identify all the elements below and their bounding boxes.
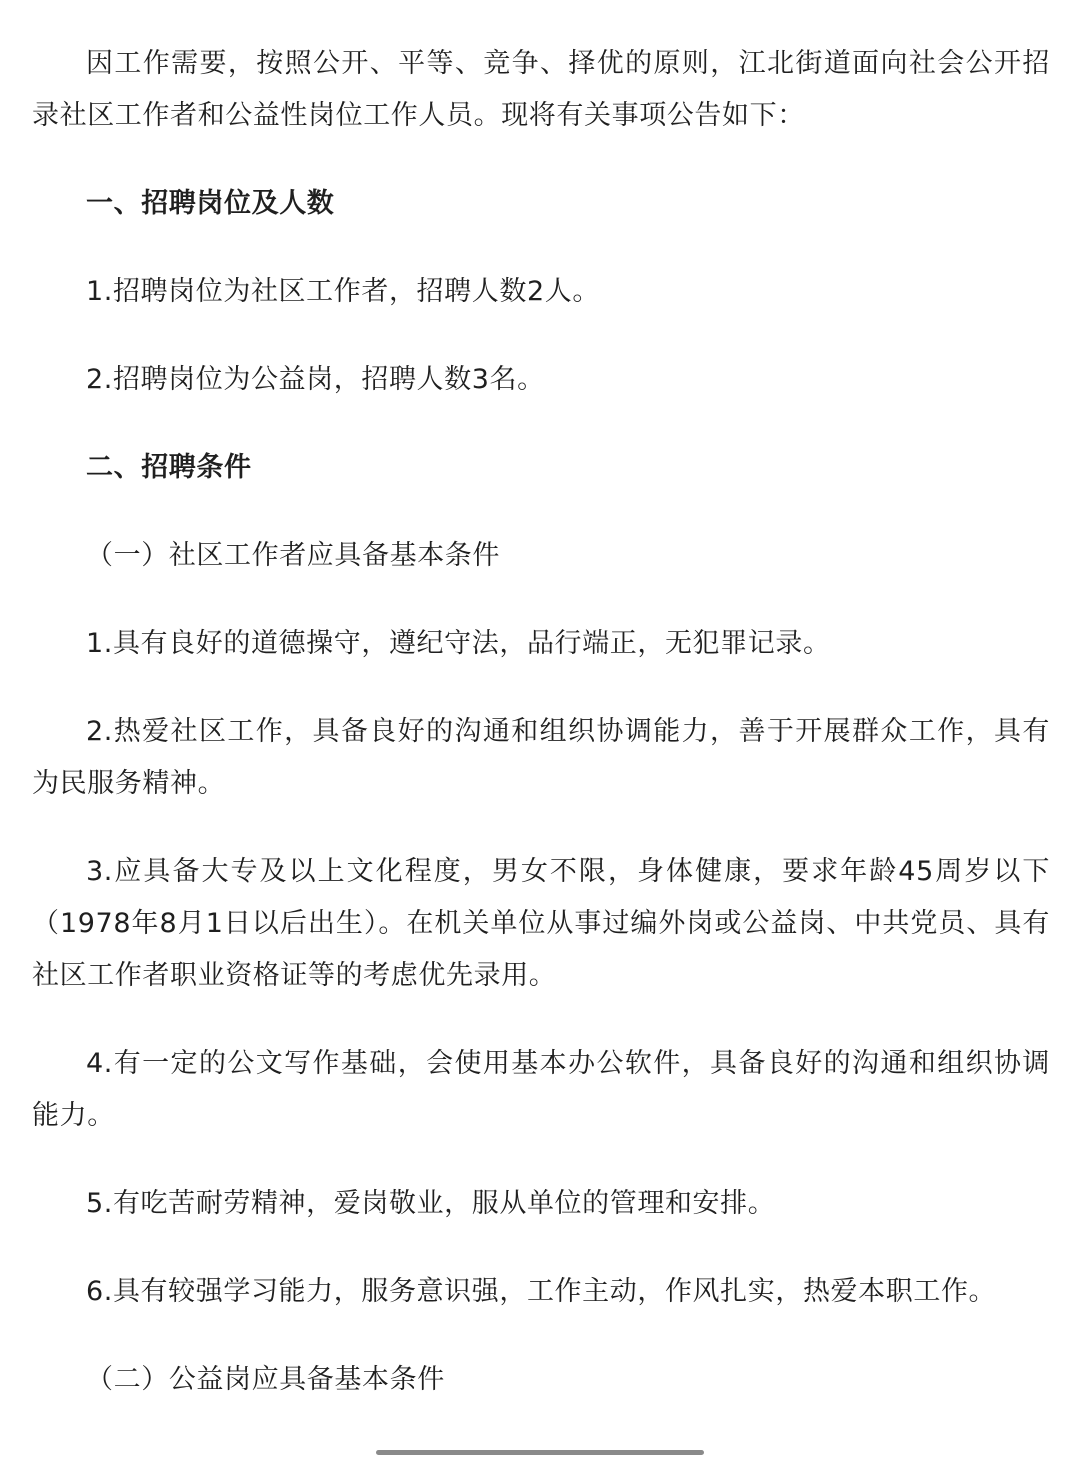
article-body [32, 38, 1050, 1406]
section-heading-conditions: 二、招聘条件 [86, 452, 252, 483]
condition-item-6: 6.具有较强学习能力，服务意识强，工作主动，作风扎实，热爱本职工作。 [86, 1276, 997, 1307]
condition-item-1: 1.具有良好的道德操守，遵纪守法，品行端正，无犯罪记录。 [86, 628, 831, 659]
intro-paragraph: 因工作需要，按照公开、平等、竞争、择优的原则，江北街道面向社会公开招录社区工作者和公益性岗位工作人员。现将有关事项公告如下： [32, 48, 1050, 131]
subsection-heading-community-worker: （一）社区工作者应具备基本条件 [86, 540, 500, 571]
home-indicator-bar[interactable] [376, 1450, 704, 1455]
section-heading-positions: 一、招聘岗位及人数 [86, 188, 335, 219]
condition-item-5: 5.有吃苦耐劳精神，爱岗敬业，服从单位的管理和安排。 [86, 1188, 776, 1219]
condition-item-3: 3.应具备大专及以上文化程度，男女不限，身体健康，要求年龄45周岁以下（1978年8月1日以后出生）。在机关单位从事过编外岗或公益岗、中共党员、具有社区工作者职业资格证等的考虑优先录用。 [32, 856, 1050, 991]
subsection-heading-public-welfare: （二）公益岗应具备基本条件 [86, 1364, 445, 1395]
condition-item-2: 2.热爱社区工作，具备良好的沟通和组织协调能力，善于开展群众工作，具有为民服务精神。 [32, 716, 1050, 799]
condition-item-4: 4.有一定的公文写作基础，会使用基本办公软件，具备良好的沟通和组织协调能力。 [32, 1048, 1050, 1131]
position-item-1: 1.招聘岗位为社区工作者，招聘人数2人。 [86, 276, 600, 307]
position-item-2: 2.招聘岗位为公益岗，招聘人数3名。 [86, 364, 545, 395]
